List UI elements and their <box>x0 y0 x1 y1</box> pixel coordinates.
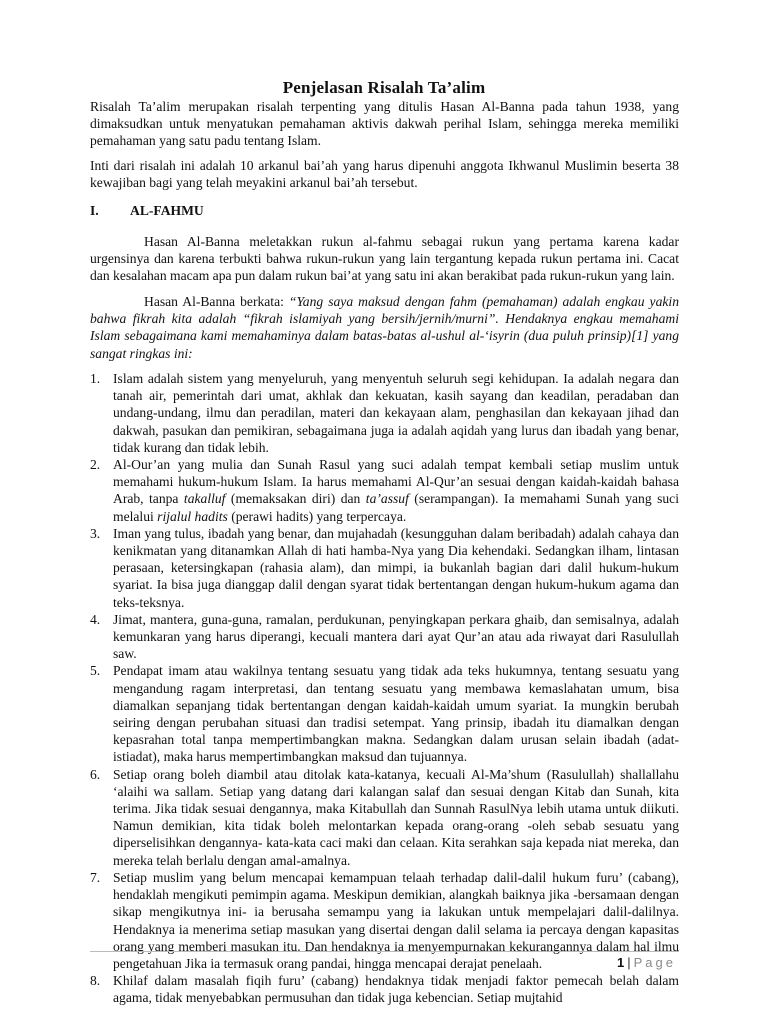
list-item-text: Pendapat imam atau wakilnya tentang sesuatu yang tidak ada teks hukumnya, tentang sesuatu yang mengandung ragam interpretasi, dan tentang sesuatu yang membawa kemaslahatan umum, bisa diamalkan sepanjang tidak bertentangan dengan kaidah-kaidah umum syariat. Ia mungkin berubah seiring dengan perubahan situasi dan tradisi setempat. Yang prinsip, ibadah itu diamalkan dengan kepasrahan total tanpa mempertimbangkan makna. Sedangkan dalam urusan selain ibadah (adat-istiadat), maka harus mempertimbangkan maksud dan tujuannya. <box>113 663 679 765</box>
list-item <box>90 766 679 869</box>
footer-separator: | <box>627 955 631 970</box>
footer-divider <box>90 951 679 952</box>
list-item-text: Iman yang tulus, ibadah yang benar, dan mujahadah (kesungguhan dalam beribadah) adalah cahaya dan kenikmatan yang ditanamkan Allah di hati hamba-Nya yang Dia kehendaki. Sedangkan ilham, lintasan perasaan, ketersingkapan (rahasia alam), dan mimpi, ia bukanlah bagian dari dalil hukum-hukum syariat. Ia bisa juga dianggap dalil dengan syarat tidak bertentangan dengan hukum-hukum agama dan teks-teksnya. <box>113 525 679 610</box>
list-item-text: Islam adalah sistem yang menyeluruh, yang menyentuh seluruh segi kehidupan. Ia adalah negara dan tanah air, pemerintah dari umat, akhlak dan kekuatan, kasih sayang dan keadilan, peradaban dan undang-undang, ilmu dan peradilan, materi dan kekayaan alam, penghasilan dan kekayaan jihad dan dakwah, pasukan dan pemikiran, sebagaimana juga ia adalah aqidah yang lurus dan ibadah yang benar, tidak kurang dan tidak lebih. <box>113 371 679 455</box>
list-item-text: Khilaf dalam masalah fiqih furu’ (cabang) hendaknya tidak menjadi faktor pemecah belah dalam agama, tidak menyebabkan permusuhan dan tidak juga kebencian. Setiap mujtahid <box>113 973 679 1006</box>
list-item <box>90 525 679 611</box>
list-item <box>90 370 679 456</box>
page-label: Page <box>633 955 676 970</box>
section-paragraph-2 <box>90 293 679 362</box>
list-item <box>90 456 679 525</box>
section-number: I. <box>90 203 99 218</box>
page-number: 1 <box>617 955 625 970</box>
section-paragraph-1: Hasan Al-Banna meletakkan rukun al-fahmu sebagai rukun yang pertama karena kadar urgensinya dan karena terbukti bahwa rukun-rukun yang lain tergantung kepada rukun pertama ini. Cacat dan kesalahan macam apa pun dalam rukun bai’at yang satu ini akan berakibat pada rukun-rukun yang lain. <box>90 234 679 284</box>
list-item <box>90 972 679 1006</box>
intro-paragraph-2: Inti dari risalah ini adalah 10 arkanul bai’ah yang harus dipenuhi anggota Ikhwanul Muslimin beserta 38 kewajiban bagi yang telah meyakini arkanul bai’ah tersebut. <box>90 158 679 191</box>
list-number: 1. <box>90 371 101 386</box>
list-number: 4. <box>90 611 101 627</box>
list-item <box>90 869 679 972</box>
list-number: 7. <box>90 869 101 885</box>
list-item-text <box>113 457 679 524</box>
italic-term: takalluf <box>183 491 226 507</box>
list-number: 8. <box>90 973 101 989</box>
page-footer <box>617 955 676 970</box>
principles-list <box>90 370 679 1007</box>
list-item-text: Jimat, mantera, guna-guna, ramalan, perdukunan, penyingkapan perkara ghaib, dan semisalnya, adalah kemunkaran yang harus diperangi, kecuali mantera dari ayat Qur’an atau ada riwayat dari Rasulullah saw. <box>113 611 679 662</box>
intro-paragraph-1: Risalah Ta’alim merupakan risalah terpenting yang ditulis Hasan Al-Banna pada tahun 1938, yang dimaksudkan untuk menyatukan pemahaman aktivis dakwah perihal Islam, sehingga mereka memiliki pemahaman yang satu padu tentang Islam. <box>90 99 679 149</box>
text-run: (serampangan). Ia memahami Sunah yang suci melalui <box>113 491 679 524</box>
section-heading <box>90 203 204 219</box>
text-run: (perawi hadits) yang terpercaya. <box>227 508 407 524</box>
quote-lead: Hasan Al-Banna berkata: <box>144 294 289 309</box>
list-item-text: Setiap orang boleh diambil atau ditolak kata-katanya, kecuali Al-Ma’shum (Rasulullah) shallallahu ‘alaihi wa sallam. Setiap yang datang dari kalangan salaf dan sesuai dengan Kitab dan Sunah, kita terima. Jika tidak sesuai dengannya, maka Kitabullah dan Sunnah RasulNya lebih utama untuk diikuti. Namun demikian, kita tidak boleh melontarkan kepada orang-orang -oleh sebab sesuatu yang diperselisihkan dengannya- kata-kata caci maki dan celaan. Kita serahkan saja kepada niat mereka, dan mereka telah berlalu dengan amal-amalnya. <box>113 766 679 868</box>
list-item <box>90 662 679 765</box>
italic-term: rijalul hadits <box>157 508 228 524</box>
italic-term: ta’assuf <box>365 491 409 507</box>
list-number: 2. <box>90 457 101 473</box>
list-number: 3. <box>90 525 101 541</box>
section-title: AL-FAHMU <box>130 203 204 218</box>
list-number: 6. <box>90 766 101 782</box>
list-item-text: Setiap muslim yang belum mencapai kemampuan telaah terhadap dalil-dalil hukum furu’ (cabang), hendaklah mengikuti pemimpin agama. Meskipun demikian, alangkah baiknya jika -bersamaan dengan sikap mengikutnya ini- ia berusaha semampu yang ia lakukan untuk mempelajari dalil-dalilnya. Hendaknya ia menerima setiap masukan yang disertai dengan dalil selama ia percaya dengan kapasitas orang yang memberi masukan itu. Dan hendaknya ia menyempurnakan kekurangannya dalam hal ilmu pengetahuan Jika ia termasuk orang pandai, hingga mencapai derajat penelaah. <box>113 869 679 971</box>
document-title: Penjelasan Risalah Ta’alim <box>282 78 486 97</box>
list-item <box>90 611 679 663</box>
list-number: 5. <box>90 663 101 679</box>
text-run: (memaksakan diri) dan <box>225 491 366 507</box>
quote-text: “Yang saya maksud dengan fahm (pemahaman) adalah engkau yakin bahwa fikrah kita adalah “fikrah islamiyah yang bersih/jernih/murni”. Hendaknya engkau memahami Islam sebagaimana kami memahaminya dalam batas-batas al-ushul al-‘isyrin (dua puluh prinsip)[1] yang sangat ringkas ini: <box>90 294 679 361</box>
text-run: Al-Our’an yang mulia dan Sunah Rasul yang suci adalah tempat kembali setiap muslim untuk memahami hukum-hukum Islam. Ia harus memahami Al-Qur’an sesuai dengan kaidah-kaidah bahasa Arab, tanpa <box>113 457 679 507</box>
